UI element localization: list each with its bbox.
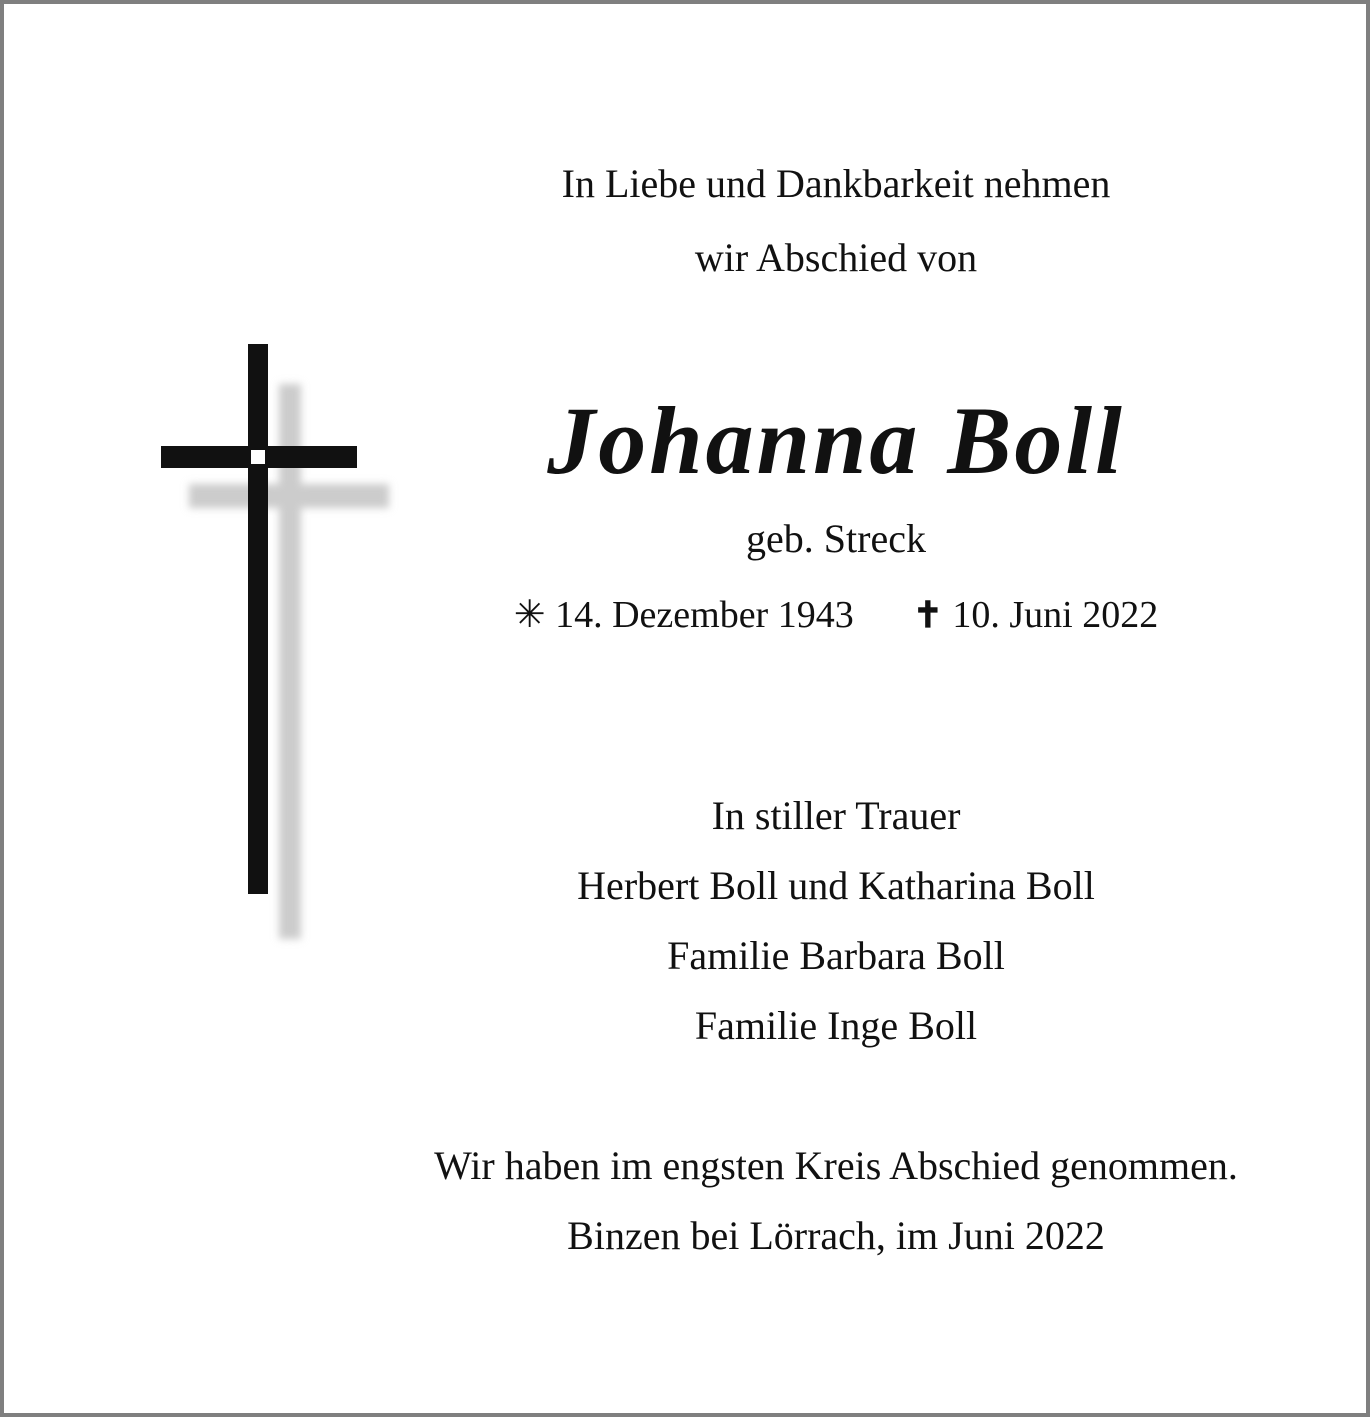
death-cross-icon: ✝ [912,595,943,635]
intro-line-1: In Liebe und Dankbarkeit nehmen [561,161,1111,206]
mourning-heading: In stiller Trauer [711,793,961,838]
life-dates [304,591,1368,639]
birth-star-icon: ✳ [513,594,546,636]
mourner-line: Herbert Boll und Katharina Boll [577,863,1095,908]
mourner-line: Familie Barbara Boll [667,933,1005,978]
mourner-line: Familie Inge Boll [694,1003,978,1048]
birth-date: 14. Dezember 1943 [555,594,854,636]
death-date: 10. Juni 2022 [952,594,1159,636]
closing-line: Wir haben im engsten Kreis Abschied genommen. [434,1143,1238,1188]
place-date: Binzen bei Lörrach, im Juni 2022 [567,1213,1105,1258]
deceased-name: Johanna Boll [547,387,1125,494]
intro-line-2: wir Abschied von [694,235,978,280]
maiden-name: geb. Streck [746,516,926,561]
